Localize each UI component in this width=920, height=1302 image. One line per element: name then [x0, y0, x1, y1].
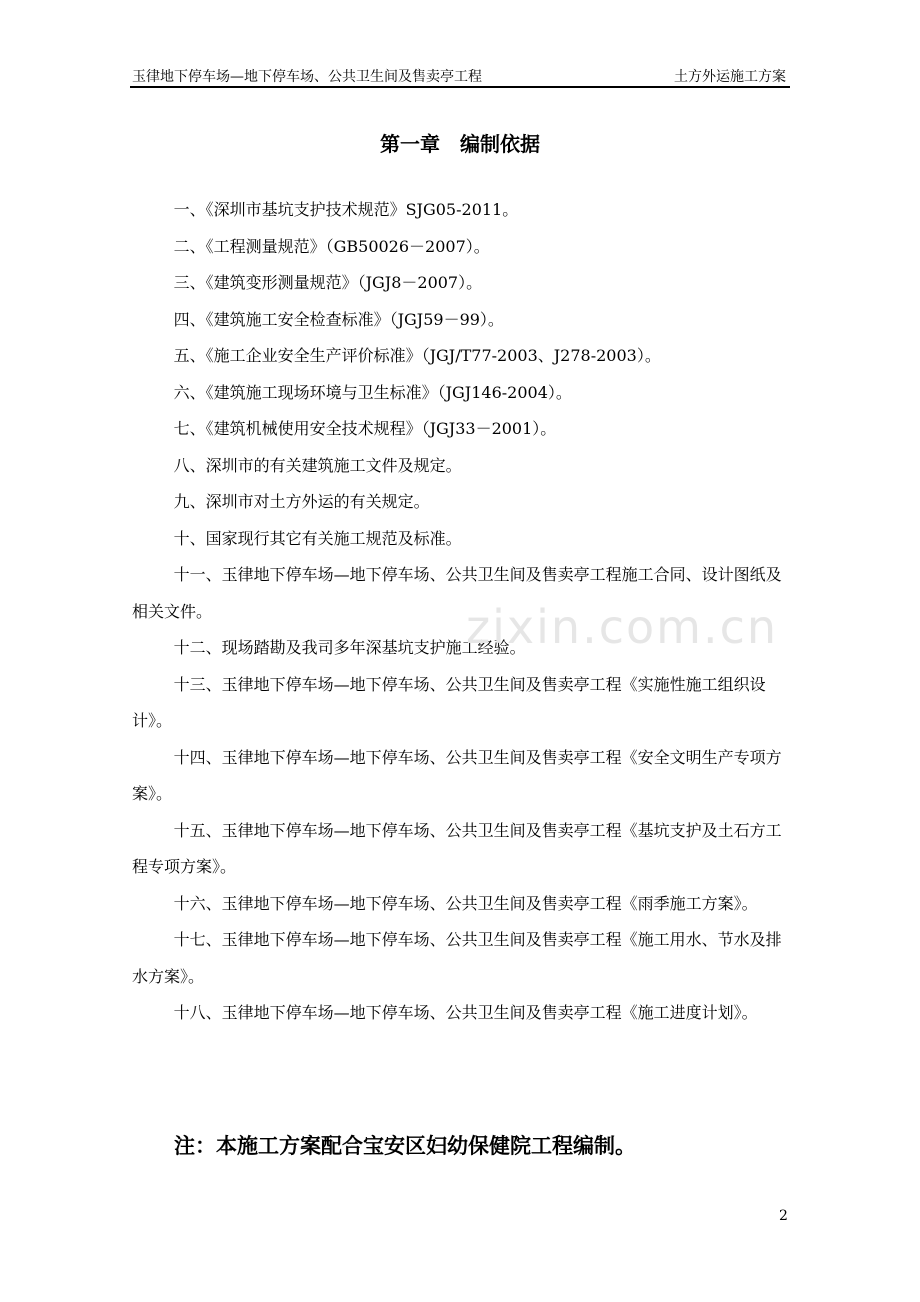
page-header [130, 62, 790, 88]
list-item: 十二、现场踏勘及我司多年深基坑支护施工经验。 [173, 638, 526, 657]
page-number: 2 [779, 1208, 788, 1224]
list-item: 十、国家现行其它有关施工规范及标准。 [173, 528, 462, 548]
header-project-name: 玉律地下停车场—地下停车场、公共卫生间及售卖亭工程 [132, 69, 482, 85]
list-item: 八、深圳市的有关建筑施工文件及规定。 [173, 455, 462, 475]
list-item: 九、深圳市对土方外运的有关规定。 [173, 492, 430, 511]
list-item: 七、《建筑机械使用安全技术规程》（JGJ33－2001）。 [173, 419, 557, 438]
watermark: zixin.com.cn [466, 600, 779, 654]
chapter-title: 第一章 编制依据 [380, 132, 540, 156]
list-item: 四、《建筑施工安全检查标准》（JGJ59－99）。 [173, 309, 504, 329]
list-item: 一、《深圳市基坑支护技术规范》SJG05-2011。 [173, 200, 519, 219]
list-item: 五、《施工企业安全生产评价标准》（JGJ/T77-2003、J278-2003）。 [173, 346, 661, 365]
list-item: 十七、玉律地下停车场—地下停车场、公共卫生间及售卖亭工程《施工用水、节水及排水方案》。 [132, 930, 782, 986]
list-item: 十五、玉律地下停车场—地下停车场、公共卫生间及售卖亭工程《基坑支护及土石方工程专项方案》。 [132, 820, 782, 876]
list-item: 六、《建筑施工现场环境与卫生标准》（JGJ146-2004）。 [173, 382, 572, 402]
note-text: 注：本施工方案配合宝安区妇幼保健院工程编制。 [174, 1134, 636, 1158]
list-item: 十八、玉律地下停车场—地下停车场、公共卫生间及售卖亭工程《施工进度计划》。 [173, 1003, 758, 1022]
list-item: 二、《工程测量规范》（GB50026－2007）。 [173, 236, 490, 256]
list-item: 十六、玉律地下停车场—地下停车场、公共卫生间及售卖亭工程《雨季施工方案》。 [173, 893, 758, 913]
list-item: 十三、玉律地下停车场—地下停车场、公共卫生间及售卖亭工程《实施性施工组织设计》。 [132, 674, 766, 730]
list-item: 三、《建筑变形测量规范》（JGJ8－2007）。 [173, 273, 483, 292]
header-document-title: 土方外运施工方案 [674, 69, 786, 85]
list-item: 十四、玉律地下停车场—地下停车场、公共卫生间及售卖亭工程《安全文明生产专项方案》。 [132, 747, 782, 803]
list-item: 十一、玉律地下停车场—地下停车场、公共卫生间及售卖亭工程施工合同、设计图纸及相关文件。 [132, 565, 782, 621]
